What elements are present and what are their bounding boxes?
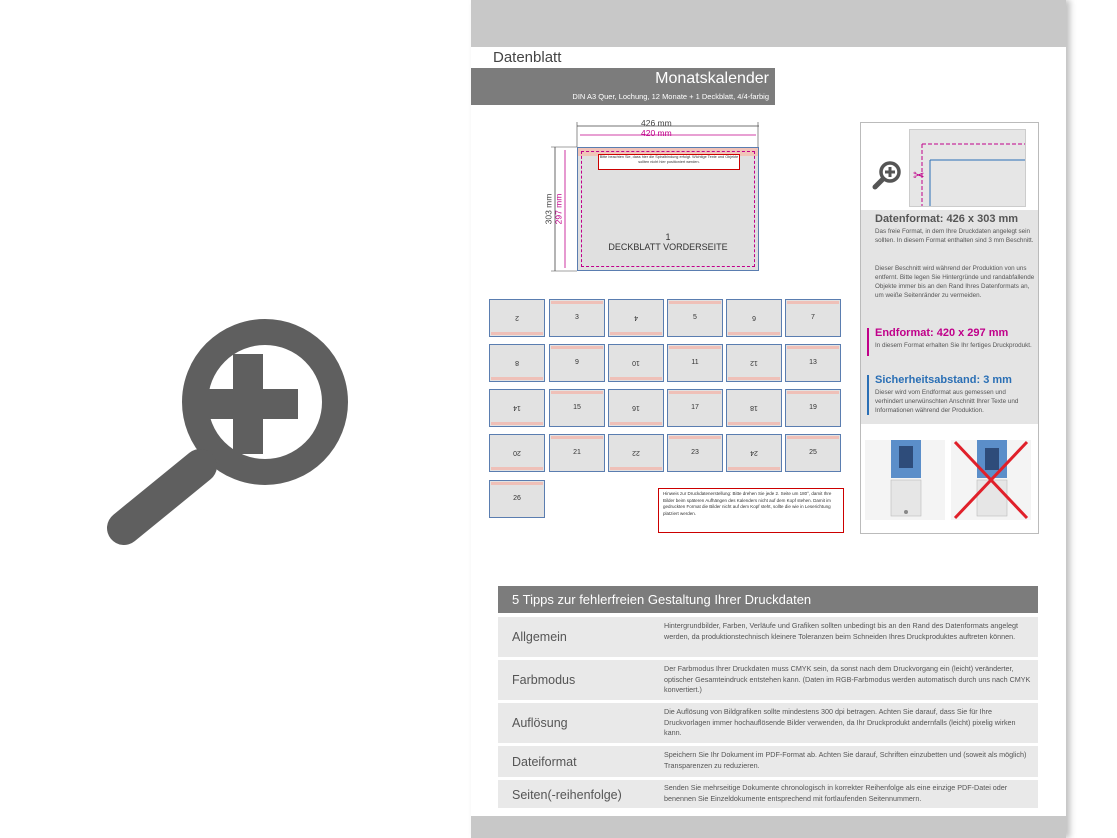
page-thumb: 14 <box>489 389 545 427</box>
height-inner-label: 297 mm <box>553 193 564 225</box>
width-inner-label: 420 mm <box>641 128 672 138</box>
page-thumb: 3 <box>549 299 605 337</box>
sicherheit-text: Dieser wird vom Endformat aus gemessen und verhindert unerwünschten Anschnitt Ihrer Texte und Informationen während der Produktion. <box>875 389 1019 414</box>
height-outer-label: 303 mm <box>543 193 554 225</box>
format-info-panel <box>860 122 1039 534</box>
example-photos <box>861 426 1038 532</box>
page-thumb: 6 <box>726 299 782 337</box>
cover-page <box>577 147 759 271</box>
page-thumb: 13 <box>785 344 841 382</box>
page-thumb: 16 <box>608 389 664 427</box>
page-thumb: 2 <box>489 299 545 337</box>
rotation-hint-box: Hinweis zur Druckdatenerstellung: Bitte drehen Sie jede 2. Seite um 180°, damit Ihre Bilder beim späteren Aufhängen des Kalenders nicht auf dem Kopf stehen. Damit im gedruckten Format die Bilder nicht auf dem Kopf steht, sollte die wie in Leserichtung platziert werden. <box>658 488 844 533</box>
page-thumb: 21 <box>549 434 605 472</box>
page-thumb: 22 <box>608 434 664 472</box>
sicherheit-title: Sicherheitsabstand: 3 mm <box>875 374 1012 386</box>
format-info <box>861 210 1038 424</box>
crop-marks <box>910 130 1025 206</box>
tip-row <box>498 617 1038 657</box>
top-bar <box>471 0 1066 47</box>
page-thumb: 20 <box>489 434 545 472</box>
page-thumb: 11 <box>667 344 723 382</box>
page-thumb: 18 <box>726 389 782 427</box>
tip-key: Dateiformat <box>512 755 577 769</box>
page-thumb: 12 <box>726 344 782 382</box>
tip-value: Der Farbmodus Ihrer Druckdaten muss CMYK sein, da sonst nach dem Druckvorgang ein (leicht) veränderter, optischer Gesamteindruck entstehen kann. (Daten im RGB-Farbmodus werden automatisch durch uns nach CMYK konvertiert.) <box>664 664 1031 694</box>
wrong-example <box>951 440 1031 520</box>
endformat-text: In diesem Format erhalten Sie Ihr fertiges Druckprodukt. <box>875 342 1032 349</box>
correct-example <box>865 440 945 520</box>
page-subtitle: DIN A3 Quer, Lochung, 12 Monate + 1 Deckblatt, 4/4-farbig <box>572 92 769 101</box>
corner-detail <box>861 123 1038 208</box>
page-thumb: 26 <box>489 480 545 518</box>
endformat-title: Endformat: 420 x 297 mm <box>875 327 1009 339</box>
zoom-in-icon[interactable] <box>871 159 903 191</box>
binding-note: Bitte beachten Sie, dass hier die Spiralbindung erfolgt. Wichtige Texte und Objekte sollten nicht hier positioniert werden. <box>598 154 740 170</box>
tip-row <box>498 703 1038 743</box>
page-thumb: 25 <box>785 434 841 472</box>
width-outer-label: 426 mm <box>641 118 672 128</box>
title-bar <box>471 68 775 105</box>
tip-row <box>498 660 1038 700</box>
scissors-icon: ✂ <box>913 167 925 183</box>
page-thumb: 4 <box>608 299 664 337</box>
tip-value: Speichern Sie Ihr Dokument im PDF-Format ab. Achten Sie darauf, Schriften einzubetten und (soweit als möglich) Transparenzen zu reduzieren. <box>664 750 1027 770</box>
tip-value: Senden Sie mehrseitige Dokumente chronologisch in korrekter Reihenfolge als eine einzige PDF-Datei oder benennen Sie Einzeldokumente entsprechend mit fortlaufenden Seitennummern. <box>664 783 1008 803</box>
datasheet-page <box>471 0 1066 838</box>
page-thumb: 15 <box>549 389 605 427</box>
bottom-bar <box>471 816 1066 838</box>
corner-thumbnail <box>909 129 1026 207</box>
page-thumb: 24 <box>726 434 782 472</box>
page-thumb: 9 <box>549 344 605 382</box>
page-title: Monatskalender <box>655 70 769 87</box>
datenformat-title: Datenformat: 426 x 303 mm <box>875 213 1019 225</box>
page-thumb: 10 <box>608 344 664 382</box>
page-thumb: 23 <box>667 434 723 472</box>
tips-heading: 5 Tipps zur fehlerfreien Gestaltung Ihrer Druckdaten <box>498 586 1038 613</box>
tip-row <box>498 746 1038 777</box>
datenformat-text2: Dieser Beschnitt wird während der Produktion von uns entfernt. Bitte legen Sie Hintergründe und randabfallende Objekte immer bis an den Rand Ihres Datenformats an, um weiße Seitenränder zu vermeiden. <box>875 265 1035 299</box>
tip-key: Allgemein <box>512 630 567 644</box>
page-thumb: 7 <box>785 299 841 337</box>
page-thumb: 19 <box>785 389 841 427</box>
tip-key: Seiten(-reihenfolge) <box>512 788 622 802</box>
page-thumb: 8 <box>489 344 545 382</box>
datenformat-text: Das freie Format, in dem Ihre Druckdaten angelegt sein sollten. In diesem Format enthalten sind 3 mm Beschnitt. <box>875 228 1034 244</box>
tip-row <box>498 780 1038 808</box>
cover-label: 1 DECKBLATT VORDERSEITE <box>608 232 728 252</box>
zoom-in-icon[interactable] <box>100 316 360 548</box>
page-thumb: 17 <box>667 389 723 427</box>
datasheet-tab: Datenblatt <box>471 47 591 68</box>
tip-key: Auflösung <box>512 716 568 730</box>
tip-value: Die Auflösung von Bildgrafiken sollte mindestens 300 dpi betragen. Achten Sie darauf, dass Sie für Ihre Druckvorlagen immer hochauflösende Bilder verwenden, da Ihr Druckprodukt andernfalls (leicht) pixelig wirken kann. <box>664 707 1016 737</box>
page-thumb: 5 <box>667 299 723 337</box>
tip-key: Farbmodus <box>512 673 576 687</box>
tip-value: Hintergrundbilder, Farben, Verläufe und Grafiken sollten unbedingt bis an den Rand des Datenformats angelegt werden, da produktionstechnisch kleinere Toleranzen beim Schneiden Ihres Druckproduktes auftreten können. <box>664 621 1019 641</box>
